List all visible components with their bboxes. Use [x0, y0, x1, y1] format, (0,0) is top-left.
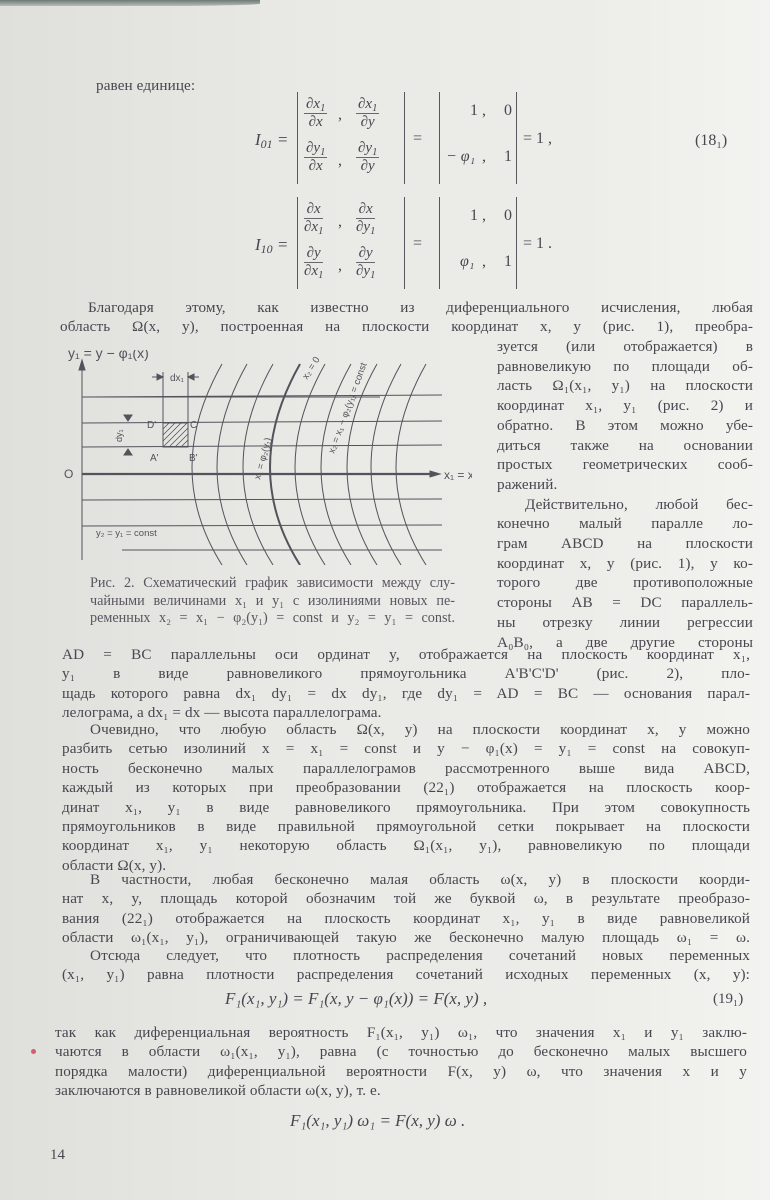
text-line: области Ω(x, y). [62, 856, 167, 874]
figure-2 [62, 350, 472, 565]
ink-mark [31, 1049, 36, 1054]
text-line: простых геометрических сооб- [497, 456, 753, 474]
text-line: лелограма, а dx₁ = dx — высота параллелограма. [62, 704, 382, 722]
text-line: область Ω(x, y), построенная на плоскости координат x, y (рис. 1), преобра- [60, 318, 753, 336]
text-line: вания (22₁) отображается на плоскость координат x₁, y₁ в виде равновеликой [62, 909, 750, 927]
text-line: Очевидно, что любую область Ω(x, y) на плоскости координат x, y можно [90, 721, 750, 738]
svg-text:dx₁: dx₁ [170, 373, 184, 384]
intro-text: равен единице: [96, 77, 196, 94]
I10-lhs: $I_{10}$ = [255, 235, 289, 256]
equation-I10: $I_{10}$ = $\frac{\partial x}{\partial x_1}$ , $\frac{\partial x}{\partial y_1}$ $\frac{\partial y}{\partial x_1}$ , $\frac{\partial y}{\partial y_1}$ = 1 , 0 φ₁ , 1 = 1 . [255, 197, 675, 292]
text-line: каждый из которых при преобразовании (22₁) отображается на плоскость коор- [62, 779, 750, 797]
paragraph-1 [60, 298, 753, 337]
page-number: 14 [50, 1147, 65, 1163]
text-line: прямоугольников в виде правильной прямоугольной сетки покрывает на плоскости [62, 818, 750, 836]
text-line: координат x₁, y₁ некоторую область Ω₁(x₁, y₁), равновеликую по площади [62, 837, 750, 855]
I01-lhs: $I_{01}$ = [255, 130, 289, 151]
text-line: так как диференциальная вероятность F₁(x₁, y₁) ω₁, что значения x₁ и y₁ заклю- [55, 1024, 747, 1041]
svg-text:C': C' [190, 420, 200, 431]
matrix-determinant-2: 1 , 0 φ₁ , 1 [439, 197, 517, 289]
svg-text:D': D' [147, 420, 157, 431]
text-line: y₁ в виде равновеликого прямоугольника A'B'C'D' (рис. 2), пло- [62, 665, 750, 683]
text-line: AD = BC параллельны оси ординат y, отображается на плоскость координат x₁, [62, 646, 750, 663]
equation-final: F₁(x₁, y₁) ω₁ = F(x, y) ω . [290, 1111, 466, 1130]
text-line: торого две противоположные [497, 574, 753, 592]
jacobian-determinant-1: $\frac{\partial x_1}{\partial x}$ , $\frac{\partial x_1}{\partial y}$ $\frac{\partial y_1}{\partial x}$ , $\frac{\partial y_1}{\partial y}$ [297, 92, 405, 184]
text-line: (x₁, y₁) равна плотности распределения сочетаний исходных переменных (x, y): [62, 966, 750, 984]
text-line: Отсюда следует, что плотность распределения сочетаний новых переменных [90, 947, 750, 964]
y-axis-label: y₁ = y − φ₁(x) [68, 350, 149, 361]
figure-2-graph [62, 350, 472, 565]
text-line: грам ABCD на плоскости [497, 535, 753, 553]
equation-label-19: (19₁) [713, 991, 744, 1007]
matrix-determinant-1: 1 , 0 − φ₁ , 1 [439, 92, 517, 184]
page-edge-shadow [0, 0, 260, 6]
text-line: Благодаря этому, как известно из диференциального исчисления, любая [88, 299, 753, 316]
equation-19: F₁(x₁, y₁) = F₁(x, y − φ₁(x)) = F(x, y) , [225, 989, 488, 1008]
text-line: ность бесконечно малых параллелограмов рассмотренного выше вида ABCD, [62, 759, 750, 777]
svg-text:O: O [64, 467, 74, 481]
text-line: A₀B₀, а две другие стороны [497, 633, 753, 651]
paragraph-6 [55, 1023, 747, 1101]
svg-text:x₂ = 0: x₂ = 0 [300, 354, 323, 382]
text-line: В частности, любая бесконечно малая область ω(x, y) в плоскости коорди- [90, 871, 750, 888]
text-line: зуется (или отображается) в [497, 338, 753, 355]
text-line: конечно малый паралле ло- [497, 515, 753, 533]
text-line: равновеликую по площади об- [497, 357, 753, 375]
svg-text:x₁ = φ₂(y₁): x₁ = φ₂(y₁) [252, 436, 275, 481]
text-line: координат x, y (рис. 1), у ко- [497, 554, 753, 572]
svg-text:y₂ = y₁ = const: y₂ = y₁ = const [96, 528, 157, 539]
text-line: заключаются в равновеликой области ω(x, y), т. е. [55, 1082, 381, 1100]
text-line: нат x, y, площадь которой обозначим той же буквой ω, в результате преобразо- [62, 890, 750, 908]
text-line: области ω₁(x₁, y₁), ограничивающей такую же бесконечно малую площадь ω₁ = ω. [62, 929, 750, 947]
paragraph-4 [62, 870, 750, 948]
equation-label-18: (18₁) [695, 132, 728, 149]
caption-line: ременных x₂ = x₁ − φ₂(y₁) = const и y₂ = y₁ = const. [90, 610, 455, 626]
svg-text:A': A' [150, 453, 159, 464]
caption-line: Рис. 2. Схематический график зависимости между слу- [90, 575, 455, 591]
figure-caption [90, 575, 455, 628]
svg-text:B': B' [189, 453, 198, 464]
text-line: ражений. [497, 475, 558, 493]
text-line: обратно. В этом можно убе- [497, 416, 753, 434]
text-line: ласть Ω₁(x₁, y₁) на плоскости [497, 377, 753, 395]
svg-text:x₂ = x₁ − φ₂(y₁) = const: x₂ = x₁ − φ₂(y₁) = const [326, 361, 370, 456]
text-line: щадь которого равна dx₁ dy₁ = dx dy₁, где dy₁ = AD = BC — основания парал- [62, 684, 750, 702]
right-column-text [497, 337, 753, 652]
paragraph-2 [62, 645, 750, 723]
text-line: стороны AB = DC параллель- [497, 594, 753, 612]
svg-text:dy₁: dy₁ [114, 429, 124, 442]
text-line: динат x₁, y₁ в виде равновеликого прямоугольника. При этом совокупность [62, 798, 750, 816]
paragraph-3 [62, 720, 750, 875]
paragraph-5 [62, 946, 750, 985]
jacobian-determinant-2: $\frac{\partial x}{\partial x_1}$ , $\frac{\partial x}{\partial y_1}$ $\frac{\partial y}{\partial x_1}$ , $\frac{\partial y}{\partial y_1}$ [297, 197, 405, 289]
text-line: Действительно, любой бес- [525, 495, 753, 513]
equation-I01: $I_{01}$ = $\frac{\partial x_1}{\partial x}$ , $\frac{\partial x_1}{\partial y}$ $\frac{\partial y_1}{\partial x}$ , $\frac{\partial y_1}{\partial y}$ = 1 , 0 − φ₁ , 1 = 1 , (18₁) [255, 92, 770, 187]
text-line: координат x₁, y₁ (рис. 2) и [497, 397, 753, 415]
text-line: порядка малости) диференциальной вероятности F(x, y) ω, что значения x и y [55, 1062, 747, 1080]
caption-line: чайными величинами x₁ и y₁ с изолиниями новых пе- [90, 592, 455, 609]
text-line: чаются в области ω₁(x₁, y₁), равна (с точностью до бесконечно малых высшего [55, 1043, 747, 1061]
text-line: ны отрезку линии регрессии [497, 613, 753, 631]
text-line: диться также на основании [497, 436, 753, 454]
text-line: разбить сетью изолиний x = x₁ = const и y − φ₁(x) = y₁ = const на совокуп- [62, 740, 750, 758]
svg-text:x₁ = x: x₁ = x [444, 468, 472, 482]
